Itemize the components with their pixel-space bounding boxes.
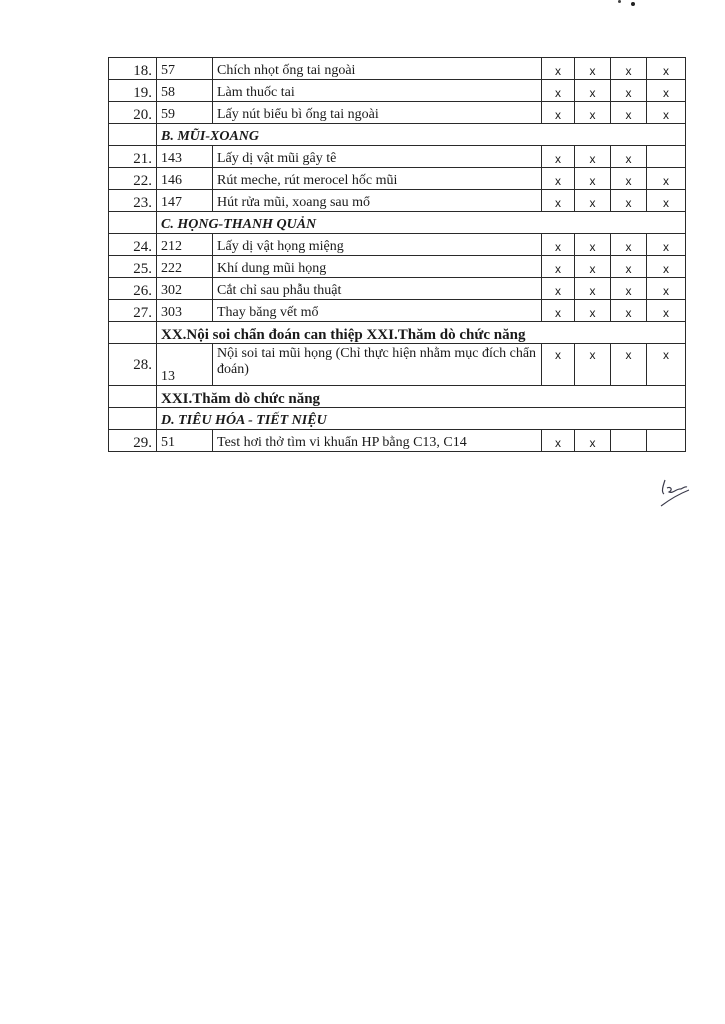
level-mark-2: x (575, 300, 611, 322)
level-mark-3: x (611, 234, 647, 256)
scan-speck (631, 2, 635, 6)
level-mark-1: x (542, 278, 575, 300)
table-row (109, 234, 686, 256)
chapter-header-row (109, 322, 686, 344)
row-number: 23. (109, 190, 157, 212)
level-mark-4: x (647, 102, 686, 124)
procedure-code: 57 (157, 58, 213, 80)
level-mark-1: x (542, 168, 575, 190)
level-mark-3: x (611, 256, 647, 278)
row-number: 19. (109, 80, 157, 102)
section-title: C. HỌNG-THANH QUẢN (157, 212, 686, 234)
level-mark-2: x (575, 102, 611, 124)
procedure-code: 303 (157, 300, 213, 322)
procedure-code: 51 (157, 430, 213, 452)
table-row (109, 102, 686, 124)
section-header-row (109, 212, 686, 234)
procedure-name: Nội soi tai mũi họng (Chỉ thực hiện nhằm mục đích chẩn đoán) (213, 344, 542, 386)
procedure-name: Hút rửa mũi, xoang sau mổ (213, 190, 542, 212)
table-row (109, 146, 686, 168)
procedure-code: 302 (157, 278, 213, 300)
procedure-code: 147 (157, 190, 213, 212)
row-number: 28. (109, 344, 157, 386)
procedure-name: Lấy dị vật mũi gây tê (213, 146, 542, 168)
level-mark-2: x (575, 80, 611, 102)
procedure-table (108, 57, 686, 452)
level-mark-2: x (575, 430, 611, 452)
empty-cell (109, 212, 157, 234)
initials-signature (655, 474, 695, 510)
level-mark-1: x (542, 234, 575, 256)
level-mark-4: x (647, 80, 686, 102)
level-mark-4: x (647, 168, 686, 190)
procedure-code: 146 (157, 168, 213, 190)
scan-speck (618, 0, 621, 3)
row-number: 18. (109, 58, 157, 80)
table-row (109, 80, 686, 102)
level-mark-4 (647, 146, 686, 168)
row-number: 25. (109, 256, 157, 278)
table-row (109, 430, 686, 452)
table-row (109, 58, 686, 80)
level-mark-3: x (611, 102, 647, 124)
procedure-name: Lấy dị vật họng miệng (213, 234, 542, 256)
table-row (109, 300, 686, 322)
level-mark-3: x (611, 80, 647, 102)
procedure-table-body (109, 58, 686, 452)
procedure-name: Thay băng vết mổ (213, 300, 542, 322)
row-number: 29. (109, 430, 157, 452)
level-mark-1: x (542, 80, 575, 102)
procedure-code: 143 (157, 146, 213, 168)
empty-cell (109, 322, 157, 344)
row-number: 24. (109, 234, 157, 256)
procedure-code: 212 (157, 234, 213, 256)
level-mark-3: x (611, 278, 647, 300)
table-row (109, 278, 686, 300)
table-row (109, 190, 686, 212)
level-mark-2: x (575, 58, 611, 80)
level-mark-3: x (611, 300, 647, 322)
section-header-row (109, 124, 686, 146)
level-mark-3: x (611, 168, 647, 190)
row-number: 22. (109, 168, 157, 190)
row-number: 20. (109, 102, 157, 124)
level-mark-1: x (542, 102, 575, 124)
section-header-row (109, 408, 686, 430)
chapter-title: XX.Nội soi chẩn đoán can thiệp XXI.Thăm dò chức năng (157, 322, 686, 344)
level-mark-3: x (611, 190, 647, 212)
table-row (109, 168, 686, 190)
level-mark-4: x (647, 344, 686, 386)
empty-cell (109, 408, 157, 430)
empty-cell (109, 386, 157, 408)
level-mark-2: x (575, 190, 611, 212)
level-mark-3: x (611, 344, 647, 386)
procedure-name: Lấy nút biểu bì ống tai ngoài (213, 102, 542, 124)
level-mark-1: x (542, 58, 575, 80)
level-mark-4: x (647, 58, 686, 80)
level-mark-2: x (575, 256, 611, 278)
level-mark-1: x (542, 344, 575, 386)
row-number: 21. (109, 146, 157, 168)
table-row (109, 256, 686, 278)
chapter-title: XXI.Thăm dò chức năng (157, 386, 686, 408)
level-mark-4: x (647, 234, 686, 256)
procedure-name: Rút meche, rút merocel hốc mũi (213, 168, 542, 190)
procedure-code: 222 (157, 256, 213, 278)
procedure-code: 58 (157, 80, 213, 102)
procedure-code: 59 (157, 102, 213, 124)
row-number: 27. (109, 300, 157, 322)
table-row (109, 344, 686, 386)
level-mark-2: x (575, 168, 611, 190)
row-number: 26. (109, 278, 157, 300)
level-mark-3 (611, 430, 647, 452)
section-title: D. TIÊU HÓA - TIẾT NIỆU (157, 408, 686, 430)
level-mark-4: x (647, 278, 686, 300)
procedure-name: Làm thuốc tai (213, 80, 542, 102)
level-mark-1: x (542, 430, 575, 452)
empty-cell (109, 124, 157, 146)
level-mark-4 (647, 430, 686, 452)
level-mark-2: x (575, 344, 611, 386)
level-mark-2: x (575, 146, 611, 168)
procedure-name: Chích nhọt ống tai ngoài (213, 58, 542, 80)
level-mark-1: x (542, 146, 575, 168)
procedure-name: Test hơi thở tìm vi khuẩn HP bằng C13, C14 (213, 430, 542, 452)
level-mark-1: x (542, 300, 575, 322)
level-mark-2: x (575, 234, 611, 256)
level-mark-4: x (647, 256, 686, 278)
level-mark-4: x (647, 190, 686, 212)
chapter-header-row (109, 386, 686, 408)
level-mark-1: x (542, 190, 575, 212)
procedure-name: Cắt chỉ sau phẫu thuật (213, 278, 542, 300)
level-mark-4: x (647, 300, 686, 322)
procedure-name: Khí dung mũi họng (213, 256, 542, 278)
procedure-code: 13 (157, 344, 213, 386)
level-mark-3: x (611, 146, 647, 168)
level-mark-2: x (575, 278, 611, 300)
section-title: B. MŨI-XOANG (157, 124, 686, 146)
level-mark-3: x (611, 58, 647, 80)
level-mark-1: x (542, 256, 575, 278)
